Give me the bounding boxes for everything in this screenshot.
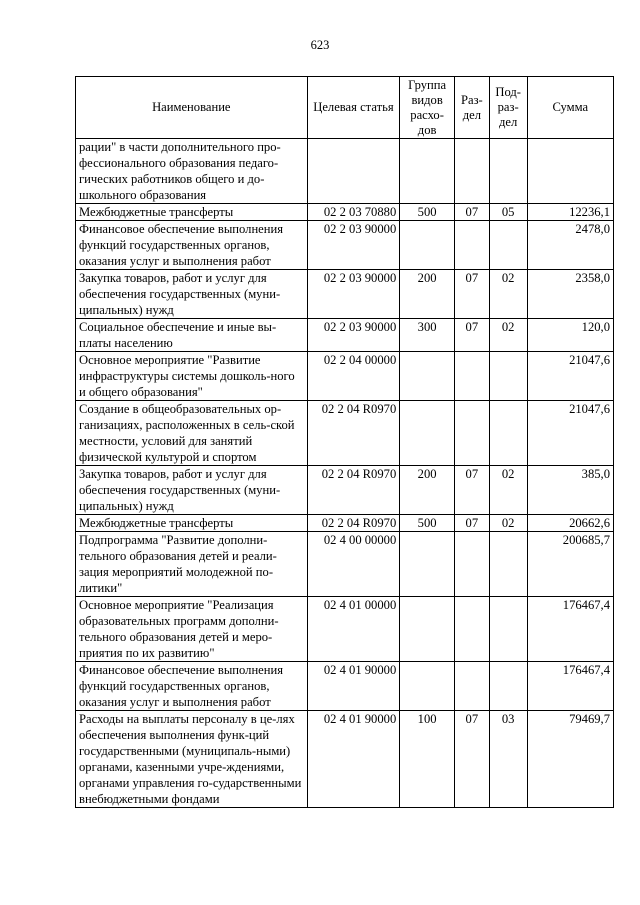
cell-name: Расходы на выплаты персоналу в це-лях обеспечения выполнения функ-ций государственными (муниципаль-ными) органами, казенными учре-ждениями, органами управления го-сударственными внебюджетными фондами	[76, 711, 308, 808]
table-row	[76, 515, 614, 532]
cell-subsection	[489, 532, 527, 597]
table-row	[76, 401, 614, 466]
cell-name: Закупка товаров, работ и услуг для обеспечения государственных (муни-ципальных) нужд	[76, 466, 308, 515]
cell-sum: 20662,6	[527, 515, 613, 532]
header-section: Раз-дел	[454, 77, 489, 139]
table-header-row	[76, 77, 614, 139]
cell-subsection: 02	[489, 319, 527, 352]
cell-code: 02 2 04 R0970	[307, 515, 400, 532]
cell-code: 02 4 01 00000	[307, 597, 400, 662]
cell-subsection	[489, 352, 527, 401]
table-row	[76, 662, 614, 711]
cell-group	[400, 221, 455, 270]
cell-section: 07	[454, 319, 489, 352]
cell-code: 02 2 04 R0970	[307, 401, 400, 466]
cell-sum: 176467,4	[527, 662, 613, 711]
cell-sum: 21047,6	[527, 401, 613, 466]
table-row	[76, 532, 614, 597]
cell-code: 02 4 01 90000	[307, 662, 400, 711]
table-row	[76, 204, 614, 221]
cell-code: 02 2 04 00000	[307, 352, 400, 401]
header-group: Группа видов расхо-дов	[400, 77, 455, 139]
cell-subsection: 02	[489, 270, 527, 319]
cell-name: Основное мероприятие "Реализация образовательных программ дополни-тельного образования детей и меро-приятия по их развитию"	[76, 597, 308, 662]
table-row	[76, 466, 614, 515]
cell-code	[307, 139, 400, 204]
cell-code: 02 2 03 90000	[307, 270, 400, 319]
cell-name: Подпрограмма "Развитие дополни-тельного образования детей и реали-зация мероприятий молодежной по-литики"	[76, 532, 308, 597]
page-number: 623	[310, 38, 330, 52]
cell-group	[400, 662, 455, 711]
cell-section	[454, 401, 489, 466]
cell-section: 07	[454, 515, 489, 532]
cell-section	[454, 532, 489, 597]
cell-subsection: 02	[489, 515, 527, 532]
cell-subsection	[489, 401, 527, 466]
cell-name: Межбюджетные трансферты	[76, 515, 308, 532]
table-row	[76, 597, 614, 662]
cell-group: 200	[400, 466, 455, 515]
header-sum: Сумма	[527, 77, 613, 139]
cell-group	[400, 352, 455, 401]
cell-subsection	[489, 597, 527, 662]
cell-name: Финансовое обеспечение выполнения функций государственных органов, оказания услуг и выполнения работ	[76, 662, 308, 711]
cell-group	[400, 139, 455, 204]
cell-code: 02 2 03 90000	[307, 221, 400, 270]
cell-group	[400, 532, 455, 597]
cell-group: 500	[400, 515, 455, 532]
header-code: Целевая статья	[307, 77, 400, 139]
cell-sum: 12236,1	[527, 204, 613, 221]
cell-sum: 176467,4	[527, 597, 613, 662]
cell-name: рации" в части дополнительного про-фессионального образования педаго-гических работников общего и до-школьного образования	[76, 139, 308, 204]
cell-name: Финансовое обеспечение выполнения функций государственных органов, оказания услуг и выполнения работ	[76, 221, 308, 270]
cell-group: 500	[400, 204, 455, 221]
cell-section: 07	[454, 466, 489, 515]
cell-section: 07	[454, 270, 489, 319]
cell-sum: 79469,7	[527, 711, 613, 808]
cell-section	[454, 597, 489, 662]
cell-subsection: 02	[489, 466, 527, 515]
cell-subsection: 03	[489, 711, 527, 808]
table-row	[76, 139, 614, 204]
cell-group: 200	[400, 270, 455, 319]
cell-sum: 385,0	[527, 466, 613, 515]
cell-code: 02 2 03 90000	[307, 319, 400, 352]
table-row	[76, 270, 614, 319]
cell-group: 100	[400, 711, 455, 808]
table-row	[76, 221, 614, 270]
cell-group	[400, 597, 455, 662]
header-name: Наименование	[76, 77, 308, 139]
cell-sum: 2478,0	[527, 221, 613, 270]
header-subsection: Под-раз-дел	[489, 77, 527, 139]
cell-sum: 200685,7	[527, 532, 613, 597]
cell-code: 02 4 00 00000	[307, 532, 400, 597]
cell-section: 07	[454, 204, 489, 221]
cell-name: Социальное обеспечение и иные вы-платы населению	[76, 319, 308, 352]
cell-group	[400, 401, 455, 466]
cell-subsection	[489, 139, 527, 204]
cell-subsection: 05	[489, 204, 527, 221]
cell-sum: 21047,6	[527, 352, 613, 401]
cell-subsection	[489, 662, 527, 711]
cell-name: Межбюджетные трансферты	[76, 204, 308, 221]
cell-section	[454, 352, 489, 401]
cell-sum	[527, 139, 613, 204]
cell-section	[454, 139, 489, 204]
table-row	[76, 711, 614, 808]
cell-subsection	[489, 221, 527, 270]
cell-section: 07	[454, 711, 489, 808]
cell-name: Закупка товаров, работ и услуг для обеспечения государственных (муни-ципальных) нужд	[76, 270, 308, 319]
cell-code: 02 2 04 R0970	[307, 466, 400, 515]
cell-section	[454, 221, 489, 270]
cell-code: 02 4 01 90000	[307, 711, 400, 808]
cell-name: Основное мероприятие "Развитие инфраструктуры системы дошколь-ного и общего образования"	[76, 352, 308, 401]
cell-section	[454, 662, 489, 711]
table-row	[76, 352, 614, 401]
cell-name: Создание в общеобразовательных ор-ганизациях, расположенных в сель-ской местности, условий для занятий физической культурой и спортом	[76, 401, 308, 466]
cell-group: 300	[400, 319, 455, 352]
cell-sum: 120,0	[527, 319, 613, 352]
cell-code: 02 2 03 70880	[307, 204, 400, 221]
table-body	[76, 139, 614, 808]
budget-table	[75, 76, 614, 808]
table-row	[76, 319, 614, 352]
cell-sum: 2358,0	[527, 270, 613, 319]
